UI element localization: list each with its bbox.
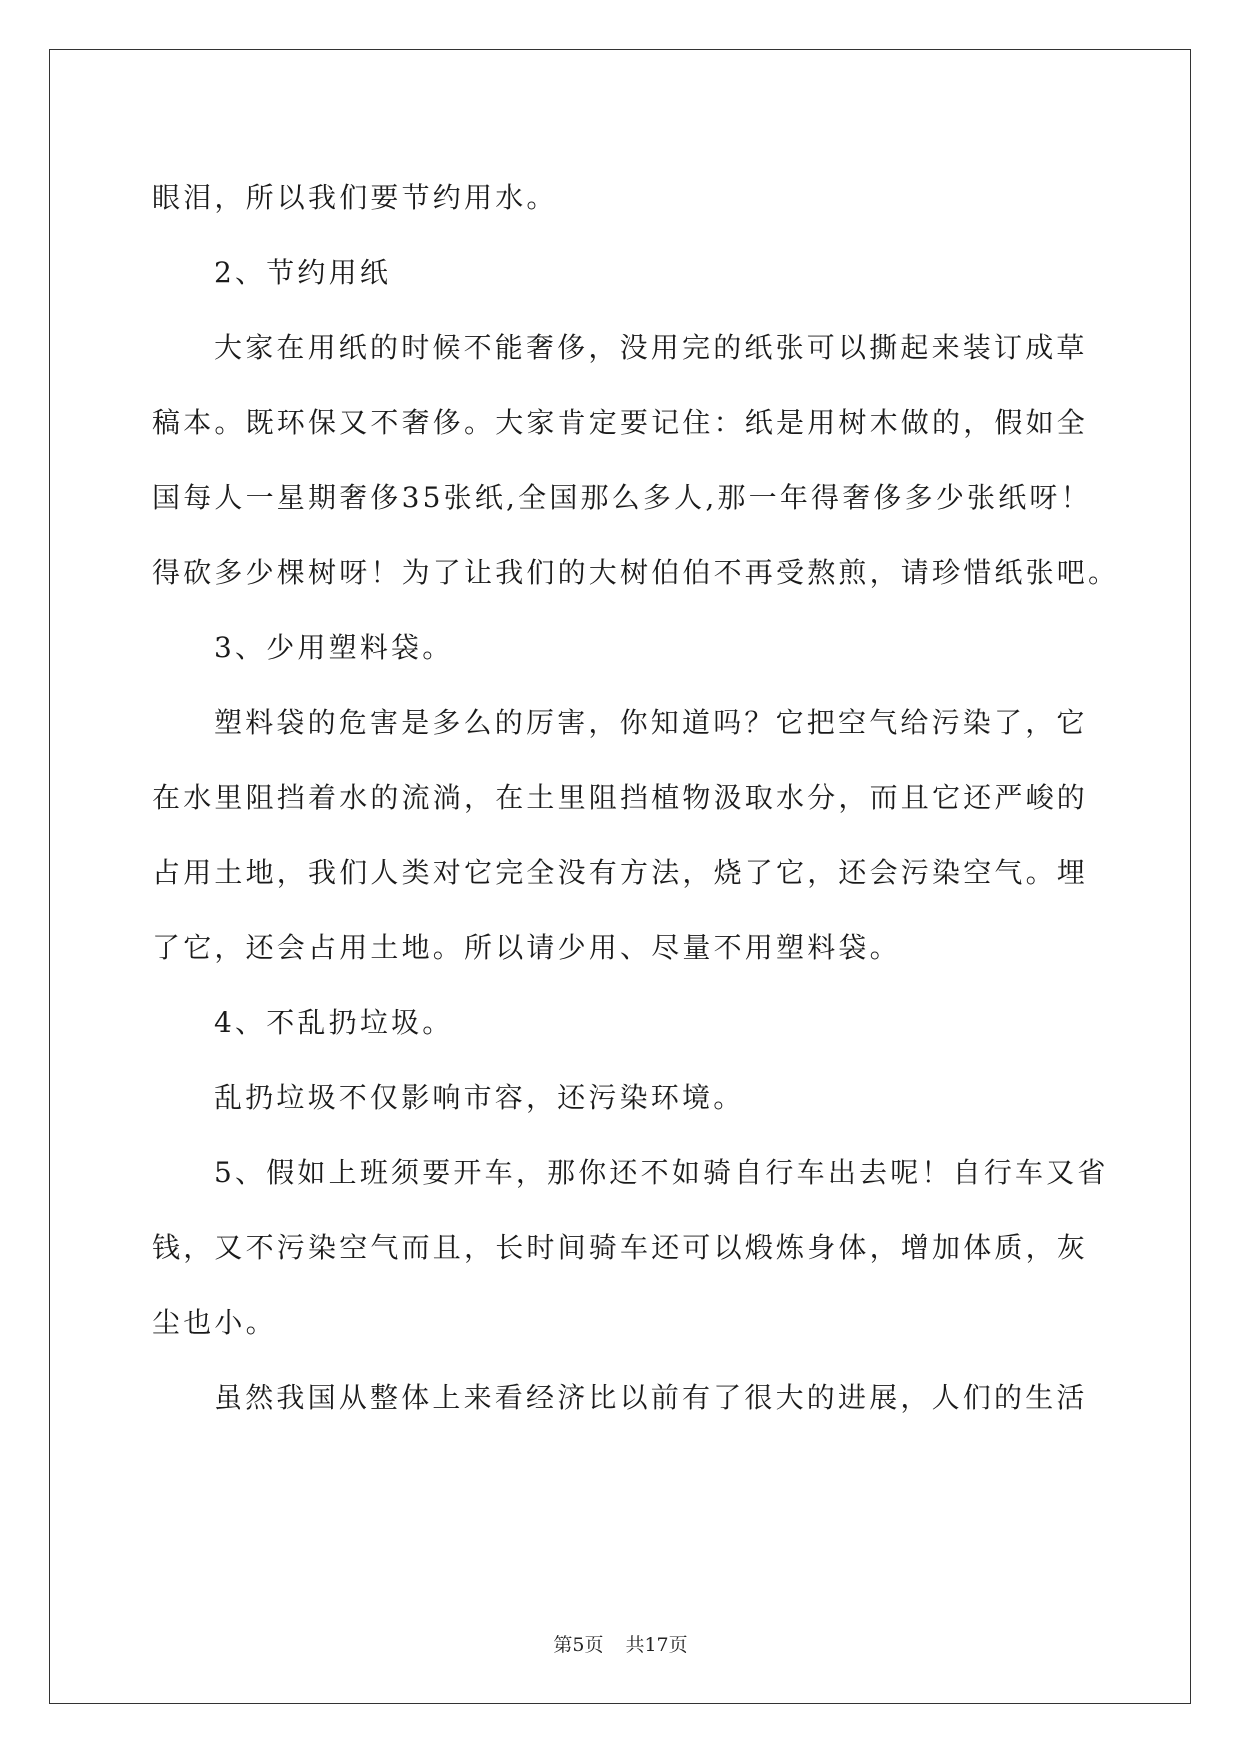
total-page-count: 共17页	[625, 1634, 688, 1656]
text-line: 眼泪，所以我们要节约用水。	[152, 181, 558, 214]
text-line: 5、假如上班须要开车，那你还不如骑自行车出去呢！自行车又省	[214, 1156, 1109, 1189]
text-line: 得砍多少棵树呀！为了让我们的大树伯伯不再受熬煎，请珍惜纸张吧。	[152, 556, 1120, 589]
text-line: 大家在用纸的时候不能奢侈，没用完的纸张可以撕起来装订成草	[214, 331, 1088, 364]
text-line: 4、不乱扔垃圾。	[214, 1006, 454, 1039]
document-body	[152, 160, 1120, 1435]
text-line: 尘也小。	[152, 1306, 277, 1339]
current-page-number: 第5页	[553, 1634, 604, 1656]
text-line: 2、节约用纸	[214, 256, 392, 289]
text-line: 了它，还会占用土地。所以请少用、尽量不用塑料袋。	[152, 931, 901, 964]
text-line: 3、少用塑料袋。	[214, 631, 454, 664]
text-line: 乱扔垃圾不仅影响市容，还污染环境。	[214, 1081, 745, 1114]
text-line: 稿本。既环保又不奢侈。大家肯定要记住：纸是用树木做的，假如全	[152, 406, 1089, 439]
text-line: 占用土地，我们人类对它完全没有方法，烧了它，还会污染空气。埋	[152, 856, 1089, 889]
page-footer	[0, 1630, 1241, 1657]
text-line: 在水里阻挡着水的流淌，在土里阻挡植物汲取水分，而且它还严峻的	[152, 781, 1089, 814]
text-line: 虽然我国从整体上来看经济比以前有了很大的进展，人们的生活	[214, 1381, 1088, 1414]
text-line: 钱，又不污染空气而且，长时间骑车还可以煅炼身体，增加体质，灰	[152, 1231, 1089, 1264]
text-line: 塑料袋的危害是多么的厉害，你知道吗？它把空气给污染了，它	[214, 706, 1088, 739]
text-line: 国每人一星期奢侈35张纸,全国那么多人,那一年得奢侈多少张纸呀！	[152, 481, 1092, 514]
